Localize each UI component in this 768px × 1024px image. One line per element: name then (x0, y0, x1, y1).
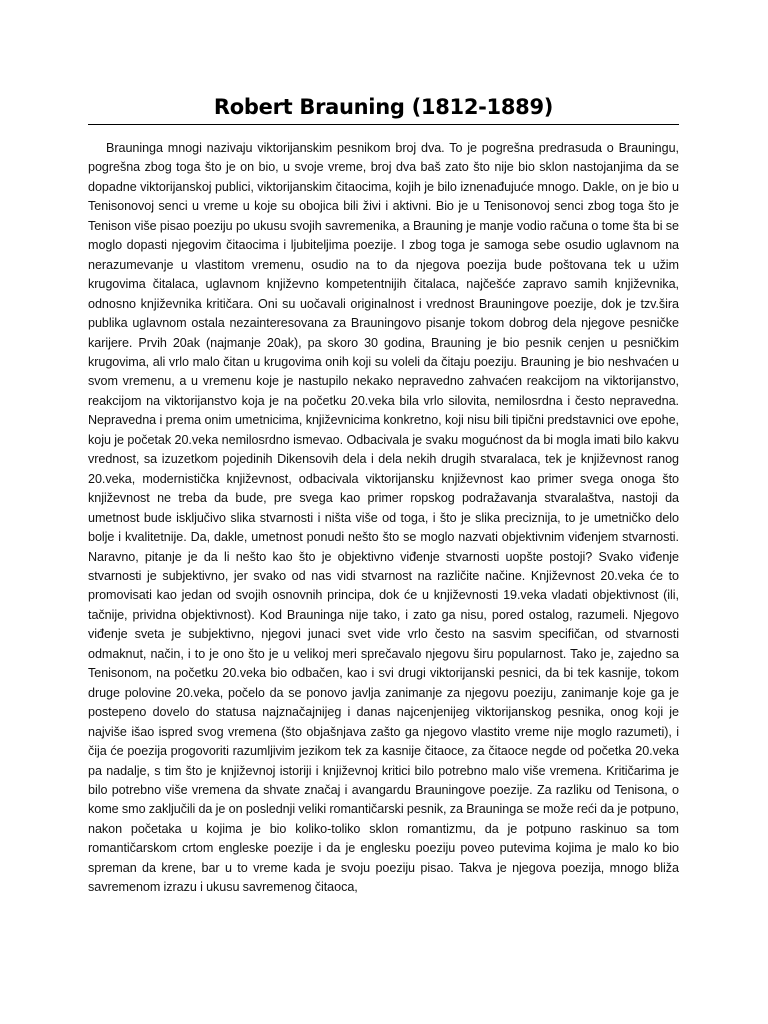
document-title: Robert Brauning (1812-1889) (213, 95, 554, 119)
body-paragraph: Brauninga mnogi nazivaju viktorijanskim pesnikom broj dva. To je pogrešna predrasuda o Brauningu, pogrešna zbog toga što je on bio, u svoje vreme, broj dva baš zato što nije bio sklon nastojanjima da se dopadne viktorijanskoj publici, viktorijanskim čitaocima, kojih je bilo iznenađujuće mnogo. Dakle, on je bio u Tenisonovoj senci u vreme u koje su obojica bili živi i aktivni. Bio je u Tenisonovoj senci zbog toga što je Tenison više pisao poeziju po ukusu svojih savremenika, a Brauning je manje vodio računa o tome šta bi se moglo dopasti njegovim čitaocima i ljubiteljima poezije. I zbog toga je samoga sebe osudio uglavnom na nerazumevanje u vlastitom vremenu, osudio na to da njegova poezija bude poštovana tek u užim krugovima čitalaca, uglavnom književno kompetentnijih čitalaca, najčešće zapravo samih književnika, odnosno književnika kritičara. Oni su uočavali originalnost i vrednost Brauningove poezije, dok je tzv.šira publika uglavnom ostala nezainteresovana za Brauningovo pisanje tokom dobrog dela njegove pesničke karijere. Prvih 20ak (najmanje 20ak), pa skoro 30 godina, Brauning je bio pesnik cenjen u pesničkim krugovima, ali vrlo malo čitan u krugovima onih koji su voleli da čitaju poeziju. Brauning je bio neshvaćen u svom vremenu, a u vremenu koje je nastupilo nekako nepravedno zahvaćen reakcijom na viktorijanstvo, reakcijom na viktorijanstvo koja je na početku 20.veka bila vrlo silovita, nemilosrdna i često nepravedna. Nepravedna i prema onim umetnicima, književnicima konkretno, koji nisu bili tipični predstavnici ove epohe, koju je početak 20.veka nemilosrdno ismevao. Odbacivala je svaku mogućnost da bi mogla imati bilo kakvu vrednost, sa izuzetkom pojedinih Dikensovih dela i dela nekih drugih stvaralaca, tek je književnost ranog 20.veka, modernistička književnost, odbacivala viktorijansku književnost kao primer svega onoga što književnost ne treba da bude, pre svega kao primer ropskog podražavanja stvaralaštva, nastoji da umetnost bude isključivo slika stvarnosti i ništa više od toga, i što je slika preciznija, to je umetničko delo bolje i kvalitetnije. Da, dakle, umetnost ponudi nešto što se moglo nazvati objektivnim viđenjem stvarnosti. Naravno, pitanje je da li nešto kao što je objektivno viđenje stvarnosti uopšte postoji? Svako viđenje stvarnosti je subjektivno, jer svako od nas vidi stvarnost na različite načine. Književnost 20.veka će to promovisati kao jedan od svojih osnovnih principa, dok će u književnosti 19.veka vladati objektivnost (ili, tačnije, prividna objektivnost). Kod Brauninga nije tako, i zato ga nisu, pored ostalog, razumeli. Njegovo viđenje sveta je subjektivno, njegovi junaci svet vide vrlo često na sasvim specifičan, od stvarnosti odmaknut, način, i to je ono što je u velikoj meri sprečavalo njegovu širu popularnost. Tako je, zajedno sa Tenisonom, na početku 20.veka bio odbačen, kao i svi drugi viktorijanski pesnici, da bi tek kasnije, tokom druge polovine 20.veka, počelo da se ponovo javlja zanimanje za njegovu poeziju, zanimanje koje ga je postepeno dovelo do statusa najznačajnijeg i danas najcenjenijeg viktorijanskog pesnika, onog koji je najviše išao ispred svog vremena (što objašnjava zašto ga njegovo vlastito vreme nije moglo razumeti), i čija će poezija progovoriti razumljivim jezikom tek za kasnije čitaoce, za čitaoce negde od početka 20.veka pa nadalje, s tim što je književnoj istoriji i književnoj kritici bilo potrebno malo više vremena. Kritičarima je bilo potrebno više vremena da shvate značaj i avangardu Brauningove poezije. Za razliku od Tenisona, o kome smo zaključili da je on poslednji veliki romantičarski pesnik, za Brauninga se može reći da je potpuno, nakon početaka u kojima je bio koliko-toliko sklon romantizmu, da je potpuno raskinuo sa tom romantičarskom crtom engleske poezije i da je englesku poeziju poveo putevima kojima je malo ko bio spreman da krene, bar u to vreme kada je svoju poeziju pisao. Takva je njegova poezija, mnogo bliža savremenom izrazu i ukusu savremenog čitaoca, (88, 141, 679, 895)
title-divider (88, 124, 679, 125)
